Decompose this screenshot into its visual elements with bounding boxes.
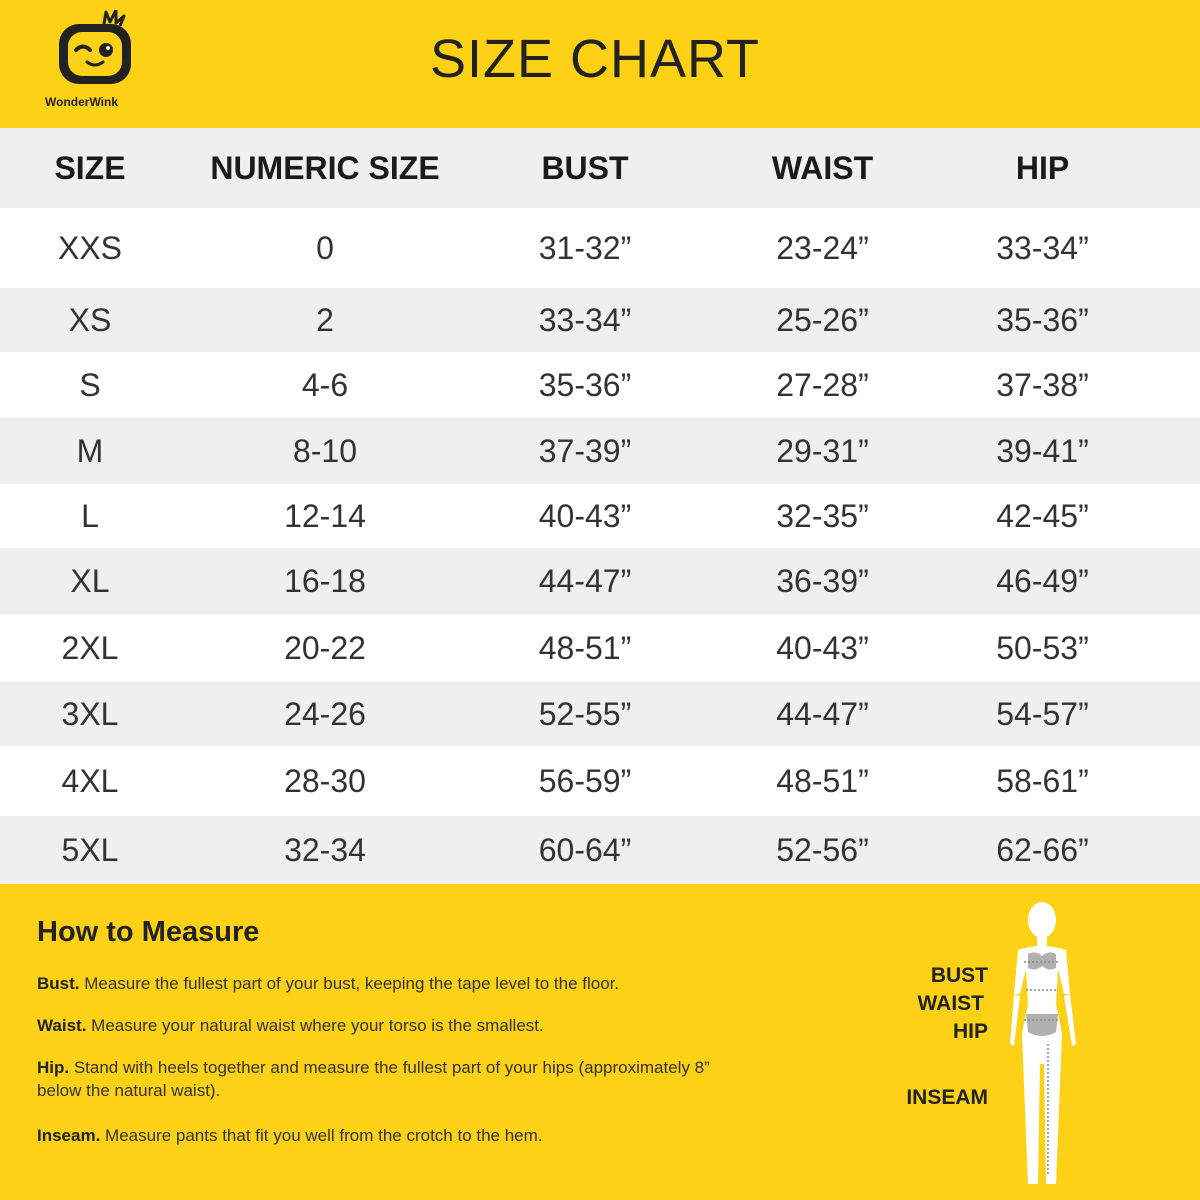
bust-cell: 60-64” <box>538 831 632 868</box>
hip-cell: 58-61” <box>996 762 1089 799</box>
size-cell: L <box>81 497 99 534</box>
bust-text: Measure the fullest part of your bust, keeping the tape level to the floor. <box>79 974 620 993</box>
numeric-size-cell: 20-22 <box>284 629 366 666</box>
bust-cell: 52-55” <box>538 695 632 732</box>
bust-cell: 31-32” <box>538 229 632 266</box>
numeric-size-cell: 12-14 <box>284 497 366 534</box>
waist-cell: 27-28” <box>776 366 869 403</box>
column-header-bust: BUST <box>541 149 629 186</box>
bust-cell: 37-39” <box>538 432 632 469</box>
size-cell: S <box>79 366 101 403</box>
bust-cell: 44-47” <box>538 562 632 599</box>
numeric-size-cell: 16-18 <box>284 562 366 599</box>
size-cell: M <box>76 432 104 469</box>
waist-cell: 44-47” <box>776 695 869 732</box>
size-cell: 4XL <box>61 762 119 799</box>
waist-cell: 25-26” <box>776 301 869 338</box>
size-cell: XS <box>68 301 112 338</box>
column-header-size: SIZE <box>54 149 126 186</box>
size-cell: XXS <box>57 229 123 266</box>
figure-label-inseam: INSEAM <box>906 1086 988 1109</box>
waist-cell: 23-24” <box>776 229 869 266</box>
table-row <box>0 816 1200 884</box>
bust-cell: 40-43” <box>538 497 632 534</box>
figure-label-waist: WAIST <box>917 992 984 1015</box>
waist-term: Waist. <box>37 1016 87 1035</box>
inseam-text: Measure pants that fit you well from the crotch to the hem. <box>100 1126 543 1145</box>
hip-cell: 42-45” <box>996 497 1089 534</box>
hip-cell: 46-49” <box>996 562 1089 599</box>
table-row <box>0 548 1200 614</box>
bust-cell: 48-51” <box>538 629 632 666</box>
hip-cell: 54-57” <box>996 695 1089 732</box>
table-row <box>0 288 1200 352</box>
page-title: SIZE CHART <box>429 29 761 89</box>
table-row <box>0 352 1200 418</box>
numeric-size-cell: 28-30 <box>284 762 366 799</box>
table-row <box>0 418 1200 484</box>
hip-term: Hip. <box>37 1058 70 1077</box>
bust-cell: 33-34” <box>538 301 632 338</box>
numeric-size-cell: 2 <box>316 301 334 338</box>
bust-instruction <box>37 972 797 995</box>
numeric-size-cell: 24-26 <box>284 695 366 732</box>
waist-cell: 48-51” <box>776 762 869 799</box>
table-row <box>0 614 1200 682</box>
figure-label-bust: BUST <box>930 964 988 987</box>
column-header-numeric-size: NUMERIC SIZE <box>210 149 440 186</box>
how-to-measure-panel <box>0 884 1200 1200</box>
table-row <box>0 484 1200 548</box>
numeric-size-cell: 32-34 <box>284 831 366 868</box>
hip-cell: 62-66” <box>996 831 1089 868</box>
figure-label-hip: HIP <box>952 1020 988 1043</box>
size-cell: 3XL <box>61 695 119 732</box>
hip-text: Stand with heels together and measure the fullest part of your hips (approximately 8” below the natural waist). <box>37 1058 710 1100</box>
waist-cell: 40-43” <box>776 629 869 666</box>
size-table <box>0 128 1200 884</box>
table-row <box>0 208 1200 288</box>
hip-cell: 39-41” <box>996 432 1089 469</box>
body-figure-icon <box>1000 894 1100 1194</box>
table-header-row <box>0 128 1200 208</box>
column-header-waist: WAIST <box>771 149 874 186</box>
waist-cell: 36-39” <box>776 562 869 599</box>
hip-cell: 35-36” <box>996 301 1089 338</box>
bust-term: Bust. <box>37 974 80 993</box>
waist-text: Measure your natural waist where your torso is the smallest. <box>86 1016 544 1035</box>
table-row <box>0 746 1200 816</box>
brand-name: WonderWink <box>45 95 119 109</box>
waist-cell: 29-31” <box>776 432 869 469</box>
hip-cell: 37-38” <box>996 366 1089 403</box>
hip-cell: 33-34” <box>996 229 1089 266</box>
size-cell: 2XL <box>61 629 119 666</box>
waist-cell: 52-56” <box>776 831 869 868</box>
inseam-term: Inseam. <box>37 1126 101 1145</box>
column-header-hip: HIP <box>1015 149 1070 186</box>
bust-cell: 35-36” <box>538 366 632 403</box>
table-row <box>0 682 1200 746</box>
numeric-size-cell: 8-10 <box>292 432 358 469</box>
numeric-size-cell: 0 <box>316 229 334 266</box>
waist-cell: 32-35” <box>776 497 869 534</box>
hip-cell: 50-53” <box>996 629 1089 666</box>
numeric-size-cell: 4-6 <box>301 366 349 403</box>
inseam-instruction <box>37 1124 797 1147</box>
bust-cell: 56-59” <box>538 762 632 799</box>
header-banner <box>0 0 1200 128</box>
size-cell: 5XL <box>61 831 119 868</box>
hip-instruction <box>37 1056 717 1102</box>
size-cell: XL <box>70 562 110 599</box>
how-to-measure-title: How to Measure <box>37 916 260 948</box>
waist-instruction <box>37 1014 797 1037</box>
